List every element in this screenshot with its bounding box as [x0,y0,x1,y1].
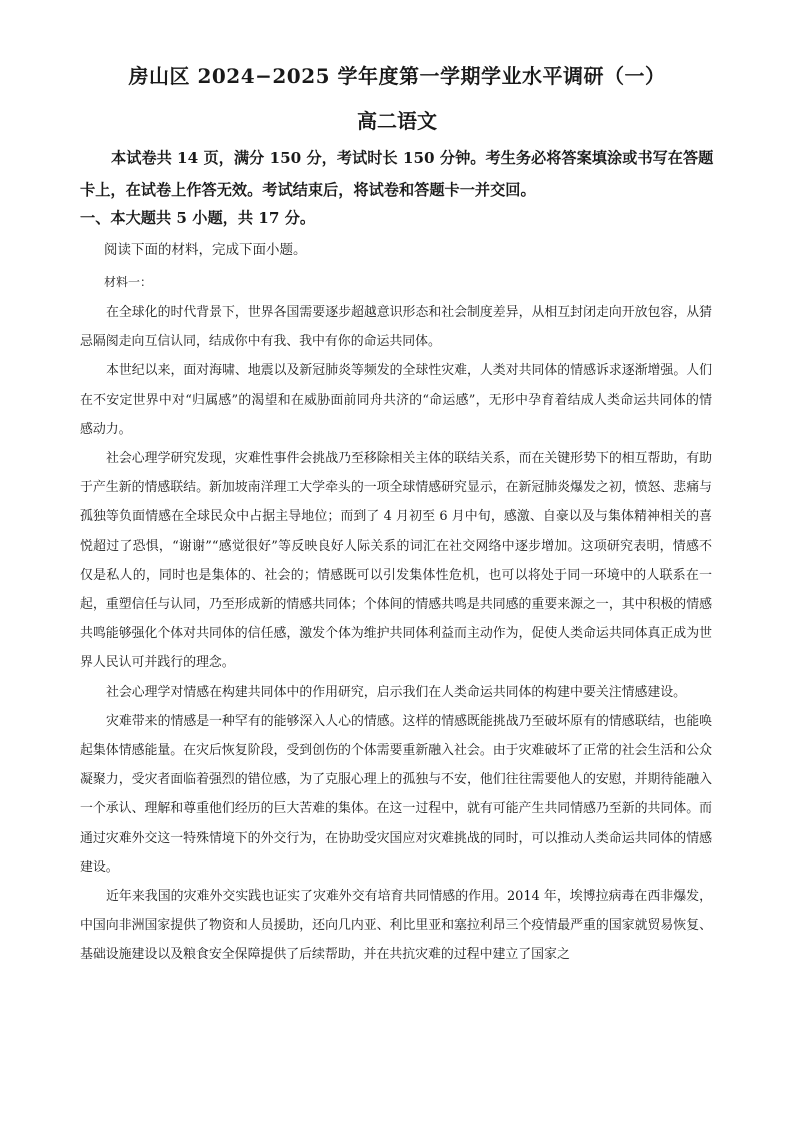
section-heading: 一、本大题共 5 小题，共 17 分。 [80,209,316,227]
paragraph: 本世纪以来，面对海啸、地震以及新冠肺炎等频发的全球性灾难，人类对共同体的情感诉求逐渐增强。人们在不安定世界中对“归属感”的渴望和在威胁面前同舟共济的“命运感”，无形中孕育着结成人类命运共同体的情感动力。 [80,363,712,437]
material-body [80,298,712,970]
paragraph: 近年来我国的灾难外交实践也证实了灾难外交有培育共同情感的作用。2014 年，埃博拉病毒在西非爆发，中国向非洲国家提供了物资和人员援助，还向几内亚、利比里亚和塞拉利昂三个疫情最严重的国家就贸易恢复、基础设施建设以及粮食安全保障提供了后续帮助，并在共抗灾难的过程中建立了国家之 [80,889,712,963]
material-label: 材料一： [104,275,153,289]
paragraph: 社会心理学研究发现，灾难性事件会挑战乃至移除相关主体的联结关系，而在关键形势下的相互帮助，有助于产生新的情感联结。新加坡南洋理工大学牵头的一项全球情感研究显示，在新冠肺炎爆发之初，愤怒、悲痛与孤独等负面情感在全球民众中占据主导地位；而到了 4 月初至 6 月中旬，感激、自豪以及与集体精神相关的喜悦超过了恐惧，“谢谢”“感觉很好”等反映良好人际关系的词汇在社交网络中逐步增加。这项研究表明，情感不仅是私人的，同时也是集体的、社会的；情感既可以引发集体性危机，也可以将处于同一环境中的人联系在一起，重塑信任与认同，乃至形成新的情感共同体；个体间的情感共鸣是共同感的重要来源之一，其中积极的情感共鸣能够强化个体对共同体的信任感，激发个体为维护共同体利益而主动作为，促使人类命运共同体真正成为世界人民认可并践行的理念。 [80,451,712,671]
exam-instructions: 本试卷共 14 页，满分 150 分，考试时长 150 分钟。考生务必将答案填涂或书写在答题卡上，在试卷上作答无效。考试结束后，将试卷和答题卡一并交回。 [80,149,714,199]
exam-subject: 高二语文 [357,109,437,133]
exam-title: 房山区 2024−2025 学年度第一学期学业水平调研（一） [128,64,666,88]
reading-instruction: 阅读下面的材料，完成下面小题。 [104,242,307,258]
paragraph: 灾难带来的情感是一种罕有的能够深入人心的情感。这样的情感既能挑战乃至破坏原有的情感联结，也能唤起集体情感能量。在灾后恢复阶段，受到创伤的个体需要重新融入社会。由于灾难破坏了正常的社会生活和公众凝聚力，受灾者面临着强烈的错位感，为了克服心理上的孤独与不安，他们往往需要他人的安慰，并期待能融入一个承认、理解和尊重他们经历的巨大苦难的集体。在这一过程中，就有可能产生共同情感乃至新的共同体。而通过灾难外交这一特殊情境下的外交行为，在协助受灾国应对灾难挑战的同时，可以推动人类命运共同体的情感建设。 [80,713,712,875]
paragraph: 在全球化的时代背景下，世界各国需要逐步超越意识形态和社会制度差异，从相互封闭走向开放包容，从猜忌隔阂走向互信认同，结成你中有我、我中有你的命运共同体。 [80,305,712,350]
paragraph: 社会心理学对情感在构建共同体中的作用研究，启示我们在人类命运共同体的构建中要关注情感建设。 [106,684,687,700]
